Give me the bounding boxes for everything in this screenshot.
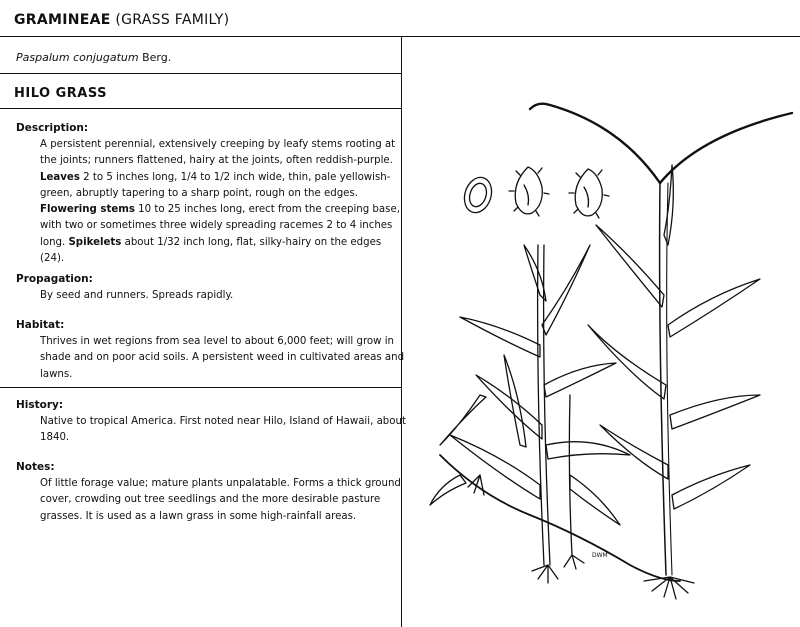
rule-top	[0, 36, 800, 37]
habitat-title: Habitat:	[16, 319, 65, 331]
description-title: Description:	[16, 122, 89, 134]
term-spikelets: Spikelets	[68, 236, 122, 248]
rule-section	[0, 387, 402, 388]
habitat-section	[16, 319, 406, 383]
seed-illustration	[460, 174, 496, 216]
notes-section	[16, 461, 406, 525]
artist-initials: DWM	[592, 552, 608, 559]
history-text: Native to tropical America. First noted near Hilo, Island of Hawaii, about 1840.	[40, 416, 406, 444]
propagation-title: Propagation:	[16, 273, 93, 285]
description-section	[16, 122, 406, 267]
notes-title: Notes:	[16, 461, 55, 473]
family-heading	[14, 12, 229, 28]
stem-illustration	[538, 183, 672, 575]
scientific-author: Berg.	[138, 51, 172, 64]
hilo-grass-illustration	[420, 95, 800, 625]
spikelet-illustration-2	[569, 169, 609, 218]
rule-name	[0, 73, 402, 74]
family-name: GRAMINEAE	[14, 12, 111, 28]
habitat-text: Thrives in wet regions from sea level to about 6,000 feet; will grow in shade and on poor acid soils. A persistent weed in cultivated areas and lawns.	[40, 336, 405, 380]
leaf-illustration	[430, 165, 760, 525]
scientific-name	[16, 51, 171, 64]
spikelet-illustration-1	[509, 167, 549, 216]
description-part-1: A persistent perennial, extensively creeping by leafy stems rooting at the joints; runners flattened, hairy at the joints, often reddish-purple.	[40, 139, 396, 167]
description-part-3: 10 to 25 inches long, erect from the creeping base, with two or sometimes three widely spreading racemes 2 to 4 inches long.	[40, 204, 400, 248]
runner-roots-illustration	[440, 455, 694, 599]
history-section	[16, 399, 406, 447]
term-flowering-stems: Flowering stems	[40, 204, 135, 216]
description-part-4: about 1/32 inch long, flat, silky-hairy on the edges (24).	[40, 236, 382, 265]
history-title: History:	[16, 399, 64, 411]
scientific-binomial: Paspalum conjugatum	[16, 51, 139, 64]
description-text	[40, 137, 406, 267]
propagation-section	[16, 273, 406, 304]
propagation-text: By seed and runners. Spreads rapidly.	[40, 290, 234, 301]
term-leaves: Leaves	[40, 171, 80, 183]
description-part-2: 2 to 5 inches long, 1/4 to 1/2 inch wide, thin, pale yellowish-green, abruptly tapering to a sharp point, rough on the edges.	[40, 171, 391, 199]
rule-common	[0, 108, 402, 109]
raceme-illustration	[530, 104, 792, 183]
notes-text: Of little forage value; mature plants unpalatable. Forms a thick ground cover, crowding out tree seedlings and the more desirable pasture grasses. It is used as a lawn grass in some high-rainfall areas.	[40, 478, 401, 522]
family-common: (GRASS FAMILY)	[110, 12, 230, 28]
common-name: HILO GRASS	[14, 86, 107, 101]
